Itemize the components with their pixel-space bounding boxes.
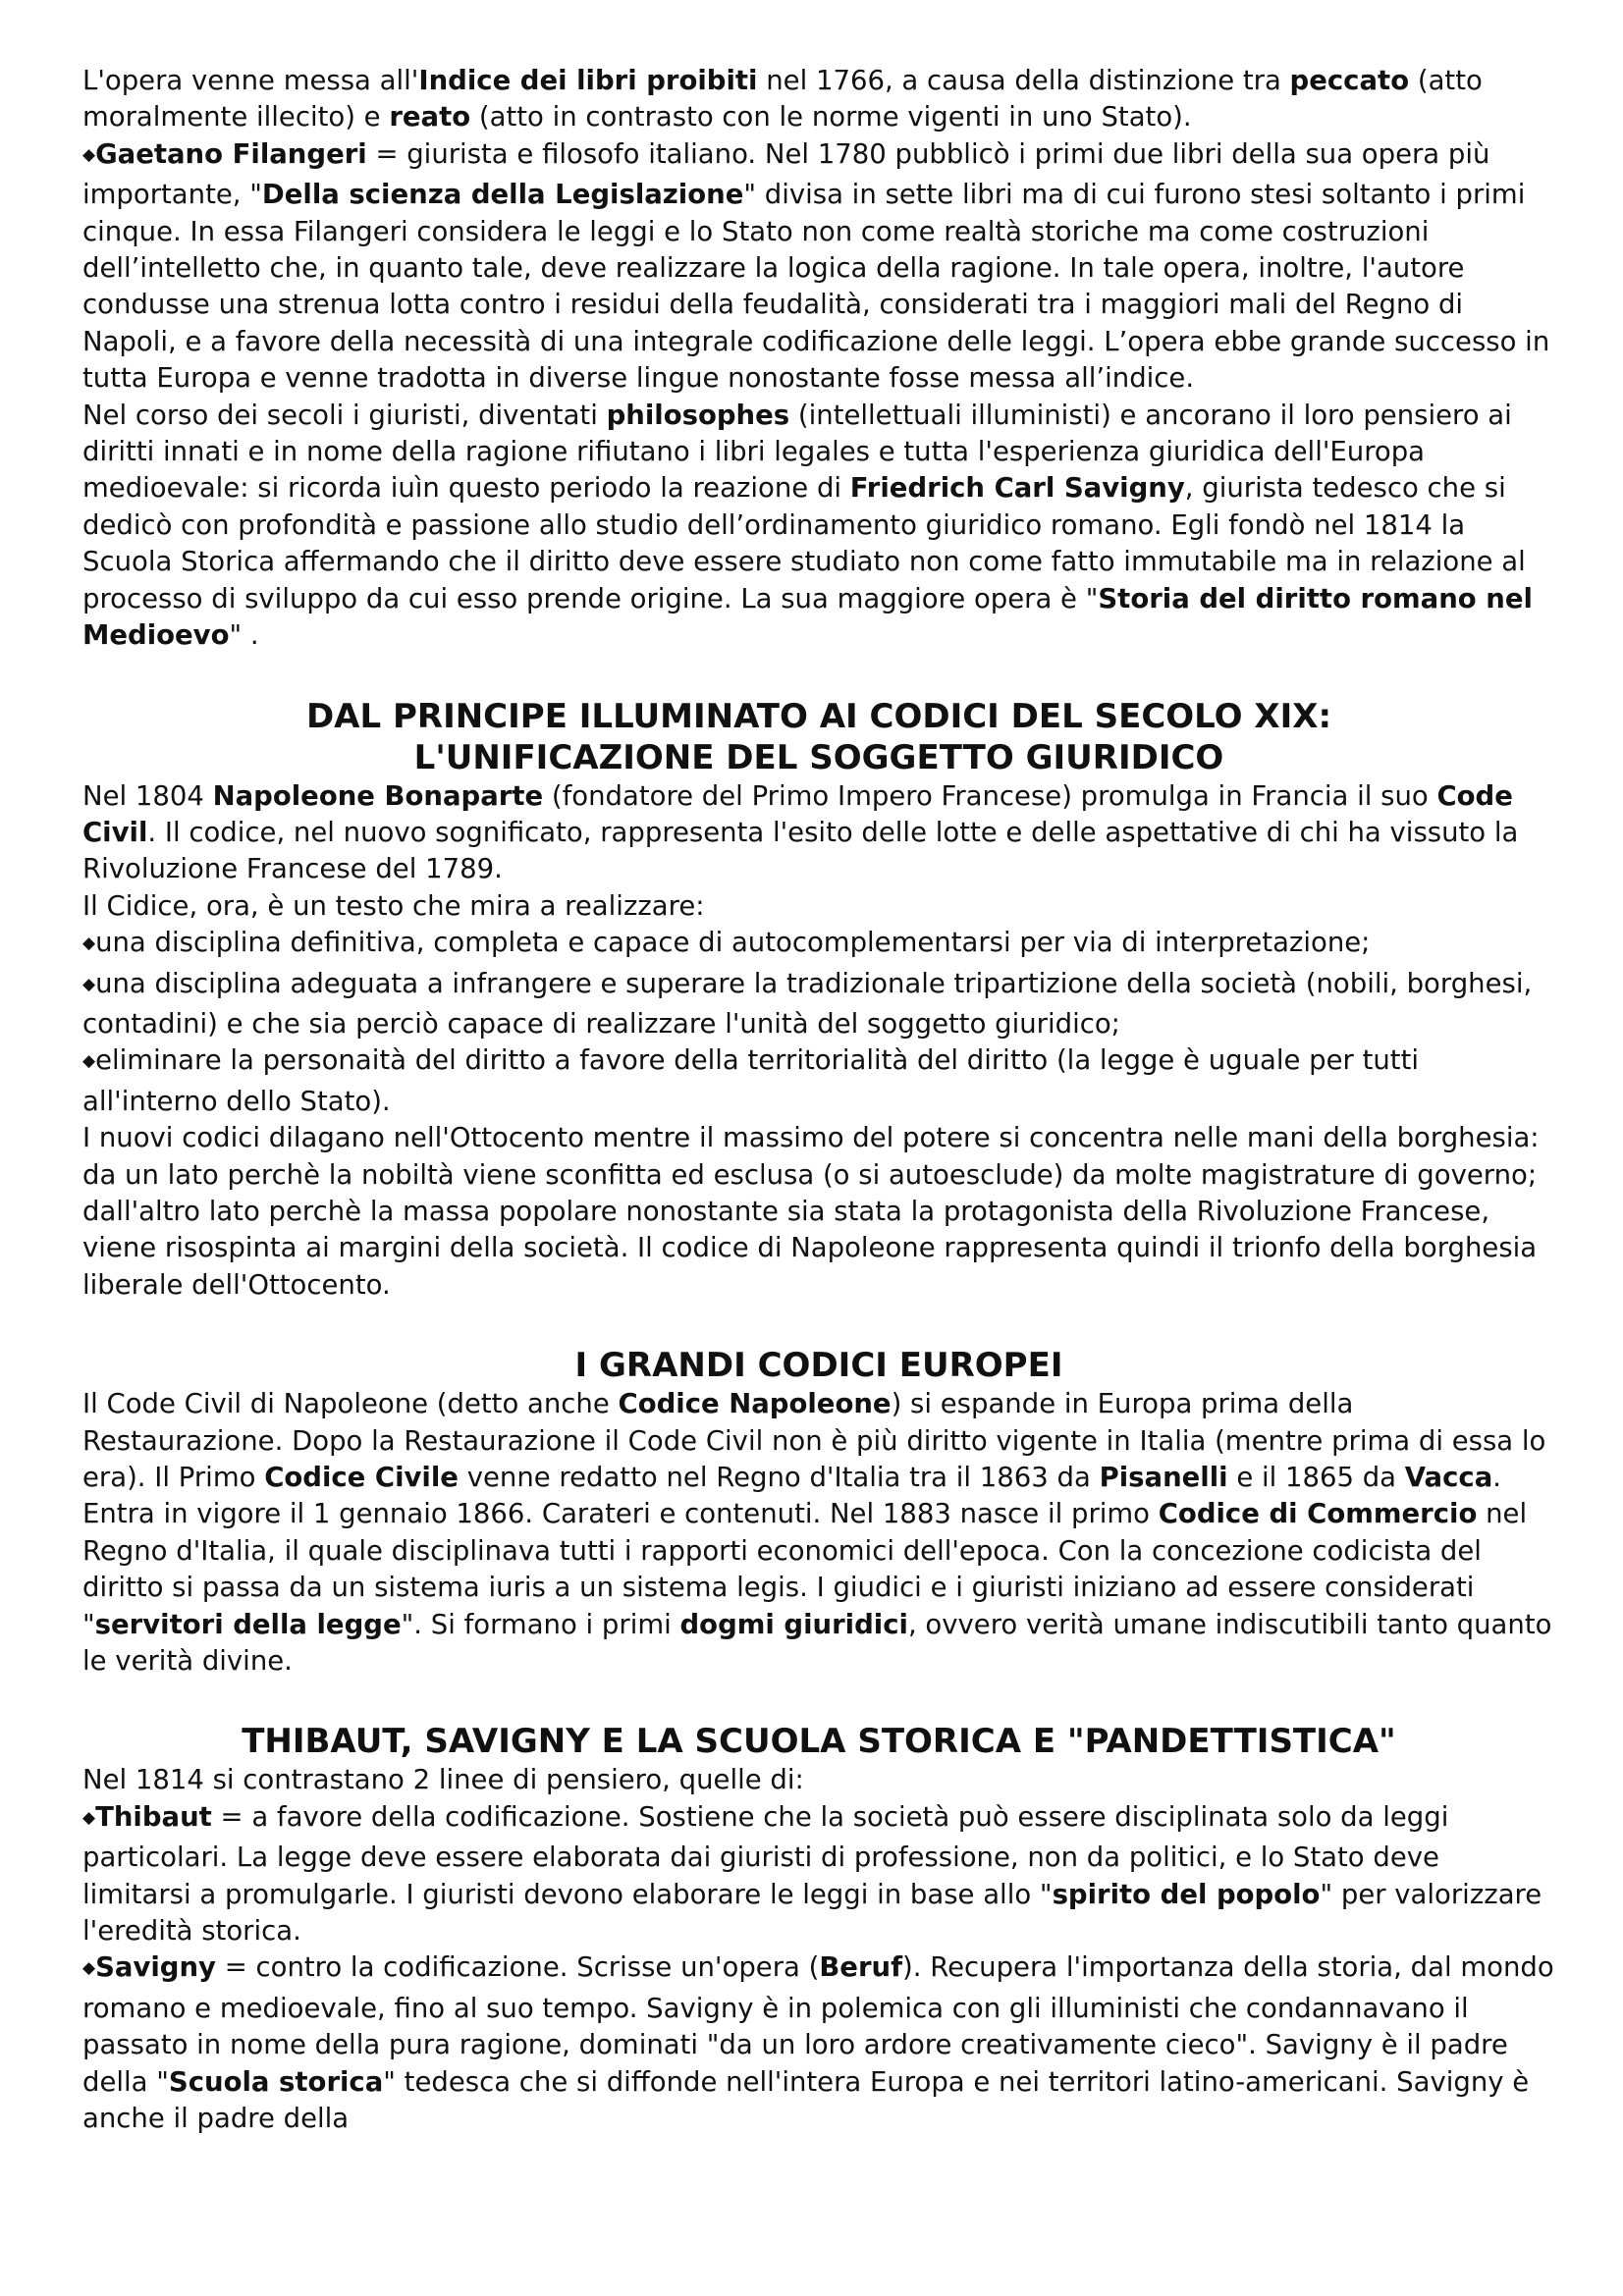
bold-term: servitori della legge [94,1608,402,1640]
paragraph-thibaut: ◆ Thibaut = a favore della codificazione. Sostiene che la società può essere disciplinata solo da leggi particolari. La legge deve essere elaborata dai giuristi di professione, non da politici, e lo Stato deve limitarsi a promulgarle. I giuristi devono elaborare le leggi in base allo "spirito del popolo" per valorizzare l'eredità storica. [82,1799,1555,1950]
bold-term: Napoleone Bonaparte [212,779,544,812]
bullet-item: ◆ una disciplina definitiva, completa e capace di autocomplementarsi per via di interpretazione; [82,925,1555,965]
heading-line-2: L'UNIFICAZIONE DEL SOGGETTO GIURIDICO [413,737,1224,777]
bold-term: Savigny [95,1951,216,1984]
bold-term: spirito del popolo [1052,1878,1321,1910]
bold-term: Gaetano Filangeri [95,137,367,170]
bold-term: Beruf [819,1951,903,1984]
bold-term: Thibaut [95,1800,212,1833]
paragraph-philosophes: Nel corso dei secoli i giuristi, diventati philosophes (intellettuali illuministi) e ancorano il loro pensiero ai diritti innati e in nome della ragione rifiutano i libri legales e tutta l'esperienza giuridica dell'Europa medioevale: si ricorda iuìn questo periodo la reazione di Friedrich Carl Savigny, giurista tedesco che si dedicò con profondità e passione allo studio dell’ordinamento giuridico romano. Egli fondò nel 1814 la Scuola Storica affermando che il diritto deve essere studiato non come fatto immutabile ma in relazione al processo di sviluppo da cui esso prende origine. La sua maggiore opera è "Storia del diritto romano nel Medioevo" . [82,399,1533,652]
bold-term: Vacca [1404,1462,1493,1493]
bullet-item: ◆ una disciplina adeguata a infrangere e superare la tradizionale tripartizione della società (nobili, borghesi, contadini) e che sia perciò capace di realizzare l'unità del soggetto giuridico; [82,966,1555,1043]
section-heading-thibaut-savigny: THIBAUT, SAVIGNY E LA SCUOLA STORICA E "PANDETTISTICA" [242,1722,1396,1762]
paragraph-linee-pensiero: Nel 1814 si contrastano 2 linee di pensiero, quelle di: [82,1764,804,1796]
bold-term: peccato [1289,65,1410,96]
bold-term: Storia del diritto romano nel Medioevo [82,582,1533,652]
paragraph-codice-napoleone: Il Code Civil di Napoleone (detto anche Codice Napoleone) si espande in Europa prima della Restaurazione. Dopo la Restaurazione il Code Civil non è più diritto vigente in Italia (mentre prima di essa lo era). Il Primo Codice Civile venne redatto nel Regno d'Italia tra il 1863 da Pisanelli e il 1865 da Vacca. Entra in vigore il 1 gennaio 1866. Carateri e contenuti. Nel 1883 nasce il primo Codice di Commercio nel Regno d'Italia, il quale disciplinava tutti i rapporti economici dell'epoca. Con la concezione codicista del diritto si passa da un sistema iuris a un sistema legis. I giudici e i giuristi iniziano ad essere considerati "servitori della legge". Si formano i primi dogmi giuridici, ovvero verità umane indiscutibili tanto quanto le verità divine. [82,1388,1552,1678]
bullet-item: ◆ eliminare la personaità del diritto a favore della territorialità del diritto (la legge è uguale per tutti all'interno dello Stato). [82,1042,1555,1120]
paragraph-nuovi-codici: I nuovi codici dilagano nell'Ottocento mentre il massimo del potere si concentra nelle mani della borghesia: da un lato perchè la nobiltà viene sconfitta ed esclusa (o si autoesclude) da molte magistrature di governo; dall'altro lato perchè la massa popolare nonostante sia stata la protagonista della Rivoluzione Francese, viene risospinta ai margini della società. Il codice di Napoleone rappresenta quindi il trionfo della borghesia liberale dell'Ottocento. [82,1122,1540,1301]
paragraph-code-civil: Nel 1804 Napoleone Bonaparte (fondatore del Primo Impero Francese) promulga in Francia il suo Code Civil. Il codice, nel nuovo sognificato, rappresenta l'esito delle lotte e delle aspettative di chi ha vissuto la Rivoluzione Francese del 1789. [82,779,1519,885]
bold-term: Indice dei libri proibiti [418,65,758,96]
bold-term: Codice di Commercio [1158,1498,1478,1530]
bold-term: reato [389,101,471,133]
section-heading-principe-illuminato [82,696,1555,778]
paragraph-filangeri: ◆ Gaetano Filangeri = giurista e filosofo italiano. Nel 1780 pubblicò i primi due libri della sua opera più importante, "Della scienza della Legislazione" divisa in sette libri ma di cui furono stesi soltanto i primi cinque. In essa Filangeri considera le leggi e lo Stato non come realtà storiche ma come costruzioni dell’intelletto che, in quanto tale, deve realizzare la logica della ragione. In tale opera, inoltre, l'autore condusse una strenua lotta contro i residui della feudalità, considerati tra i maggiori mali del Regno di Napoli, e a favore della necessità di una integrale codificazione delle leggi. L’opera ebbe grande successo in tutta Europa e venne tradotta in diverse lingue nonostante fosse messa all’indice. [82,136,1555,398]
bold-term: Friedrich Carl Savigny [849,472,1185,505]
bold-term: philosophes [606,399,790,431]
paragraph-savigny: ◆ Savigny = contro la codificazione. Scrisse un'opera (Beruf). Recupera l'importanza della storia, dal mondo romano e medioevale, fino al suo tempo. Savigny è in polemica con gli illuministi che condannavano il passato in nome della pura ragione, dominati "da un loro ardore creativamente cieco". Savigny è il padre della "Scuola storica" tedesca che si diffonde nell'intera Europa e nei territori latino-americani. Savigny è anche il padre della [82,1949,1555,2137]
paragraph-cidice-intro: Il Cidice, ora, è un testo che mira a realizzare: [82,889,705,922]
bold-term: dogmi giuridici [679,1608,908,1640]
section-heading-grandi-codici: I GRANDI CODICI EUROPEI [574,1346,1063,1386]
bold-term: Pisanelli [1099,1462,1228,1493]
heading-line-1: DAL PRINCIPE ILLUMINATO AI CODICI DEL SECOLO XIX: [305,696,1332,736]
bold-term: Codice Civile [264,1462,459,1493]
bold-term: Codice Napoleone [618,1388,892,1420]
document-page [82,63,1555,2138]
bold-term: Scuola storica [168,2065,384,2098]
bold-term: Della scienza della Legislazione [261,179,744,211]
bold-term: Code Civil [82,779,1513,848]
paragraph-index-libri-proibiti: L'opera venne messa all'Indice dei libri proibiti nel 1766, a causa della distinzione tra peccato (atto moralmente illecito) e reato (atto in contrasto con le norme vigenti in uno Stato). [82,65,1483,133]
